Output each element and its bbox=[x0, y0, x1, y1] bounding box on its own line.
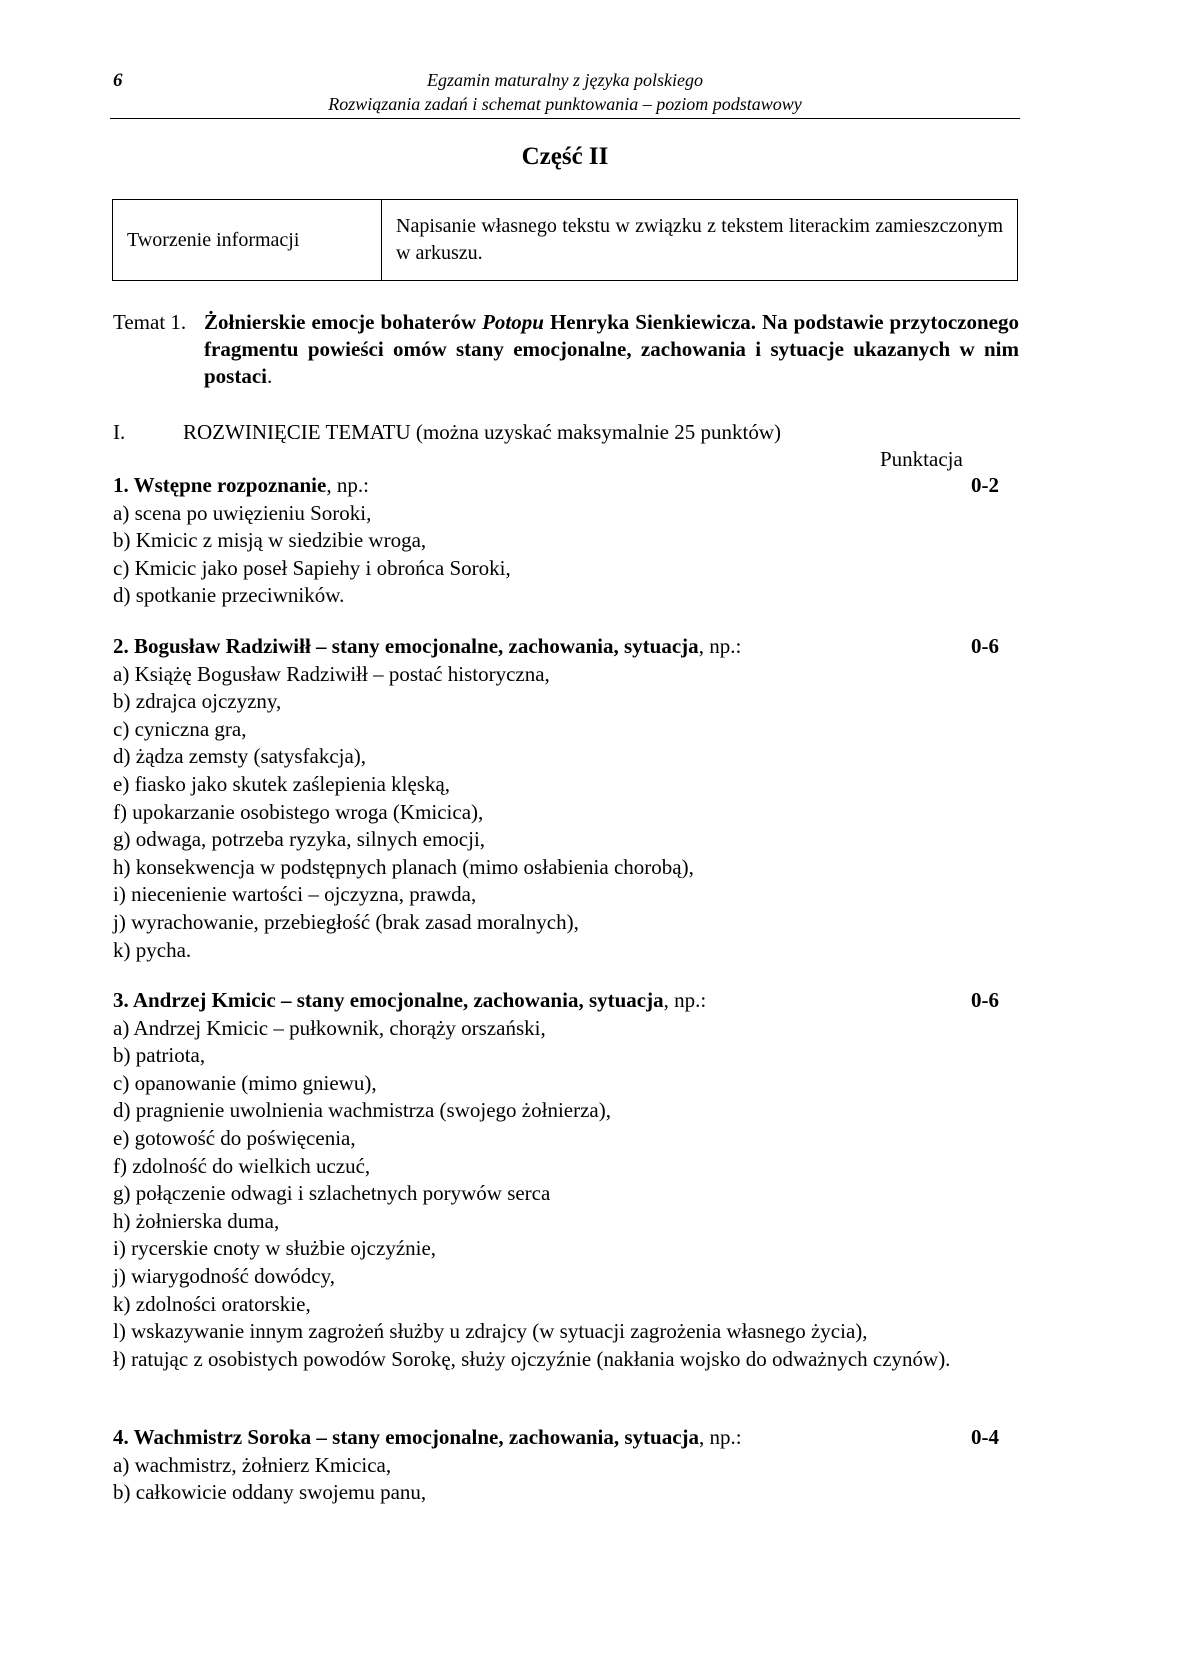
criteria-item: e) fiasko jako skutek zaślepienia klęską, bbox=[113, 771, 451, 796]
page-number: 6 bbox=[113, 70, 123, 91]
criteria-heading-bold: 3. Andrzej Kmicic – stany emocjonalne, zachowania, sytuacja bbox=[113, 988, 664, 1012]
criteria-heading-bold: 1. Wstępne rozpoznanie bbox=[113, 473, 327, 497]
criteria-item: b) patriota, bbox=[113, 1043, 206, 1068]
criteria-heading-suffix: , np.: bbox=[698, 634, 742, 658]
criteria-item: d) spotkanie przeciwników. bbox=[113, 583, 345, 608]
criteria-item: j) wyrachowanie, przebiegłość (brak zasad moralnych), bbox=[113, 909, 579, 934]
topic-text-a: Żołnierskie emocje bohaterów bbox=[204, 310, 483, 334]
criteria-item: g) odwaga, potrzeba ryzyka, silnych emocji, bbox=[113, 827, 486, 852]
criteria-group-2 bbox=[113, 633, 999, 964]
criteria-score: 0-2 bbox=[971, 473, 999, 497]
criteria-item: i) rycerskie cnoty w służbie ojczyźnie, bbox=[113, 1236, 437, 1261]
criteria-item: ł) ratując z osobistych powodów Sorokę, służy ojczyźnie (nakłania wojsko do odważnych czynów). bbox=[113, 1346, 951, 1371]
info-table-category: Tworzenie informacji bbox=[113, 200, 382, 281]
criteria-group-3 bbox=[113, 987, 999, 1373]
criteria-item: b) Kmicic z misją w siedzibie wroga, bbox=[113, 528, 427, 553]
criteria-item: b) zdrajca ojczyzny, bbox=[113, 689, 282, 714]
header-divider bbox=[110, 118, 1020, 119]
topic-text bbox=[204, 309, 1019, 390]
criteria-item: g) połączenie odwagi i szlachetnych porywów serca bbox=[113, 1181, 551, 1206]
part-title: Część II bbox=[521, 143, 609, 170]
criteria-item: h) konsekwencja w podstępnych planach (mimo osłabienia chorobą), bbox=[113, 854, 694, 879]
criteria-item: c) cyniczna gra, bbox=[113, 716, 247, 741]
section-title: ROZWINIĘCIE TEMATU (można uzyskać maksymalnie 25 punktów) bbox=[183, 420, 781, 444]
criteria-item: c) opanowanie (mimo gniewu), bbox=[113, 1070, 377, 1095]
criteria-heading-suffix: , np.: bbox=[699, 1425, 742, 1449]
criteria-item: a) wachmistrz, żołnierz Kmicica, bbox=[113, 1452, 392, 1477]
criteria-item: a) scena po uwięzieniu Soroki, bbox=[113, 500, 372, 525]
score-column-header: Punktacja bbox=[880, 447, 963, 471]
criteria-item: a) Andrzej Kmicic – pułkownik, chorąży orszański, bbox=[113, 1015, 546, 1040]
criteria-item: k) zdolności oratorskie, bbox=[113, 1291, 311, 1316]
info-table bbox=[112, 199, 1018, 281]
criteria-item: k) pycha. bbox=[113, 937, 192, 962]
criteria-score: 0-4 bbox=[971, 1425, 999, 1449]
section-number: I. bbox=[113, 420, 126, 444]
criteria-item: j) wiarygodność dowódcy, bbox=[113, 1263, 336, 1288]
criteria-item: b) całkowicie oddany swojemu panu, bbox=[113, 1480, 427, 1505]
topic-block bbox=[113, 309, 1019, 390]
header-exam-title: Egzamin maturalny z języka polskiego bbox=[427, 70, 703, 90]
criteria-score: 0-6 bbox=[971, 634, 999, 658]
criteria-item: i) niecenienie wartości – ojczyzna, prawda, bbox=[113, 882, 477, 907]
topic-label: Temat 1. bbox=[113, 310, 187, 334]
criteria-heading-bold: 4. Wachmistrz Soroka – stany emocjonalne, zachowania, sytuacja bbox=[113, 1425, 700, 1449]
criteria-item: f) upokarzanie osobistego wroga (Kmicica), bbox=[113, 799, 484, 824]
criteria-group-4 bbox=[113, 1424, 999, 1507]
info-table-description: Napisanie własnego tekstu w związku z tekstem literackim zamieszczonym w arkuszu. bbox=[382, 200, 1018, 281]
topic-book-title: Potopu bbox=[482, 310, 544, 334]
criteria-heading-suffix: , np.: bbox=[663, 988, 707, 1012]
criteria-heading bbox=[113, 633, 999, 661]
header-subtitle: Rozwiązania zadań i schemat punktowania – poziom podstawowy bbox=[328, 94, 802, 114]
criteria-heading-suffix: , np.: bbox=[326, 473, 369, 497]
criteria-item: d) żądza zemsty (satysfakcja), bbox=[113, 744, 367, 769]
topic-text-tail: . bbox=[267, 364, 273, 388]
criteria-item: a) Książę Bogusław Radziwiłł – postać historyczna, bbox=[113, 661, 550, 686]
info-table-row bbox=[113, 200, 1018, 281]
criteria-heading bbox=[113, 987, 999, 1015]
criteria-item: c) Kmicic jako poseł Sapiehy i obrońca Soroki, bbox=[113, 555, 511, 580]
criteria-item: l) wskazywanie innym zagrożeń służby u zdrajcy (w sytuacji zagrożenia własnego życia), bbox=[113, 1319, 868, 1344]
criteria-item: f) zdolność do wielkich uczuć, bbox=[113, 1153, 371, 1178]
criteria-heading bbox=[113, 472, 999, 500]
criteria-score: 0-6 bbox=[971, 988, 999, 1012]
criteria-heading bbox=[113, 1424, 999, 1452]
topic-text-b: Henryka Sienkiewicza. Na podstawie przytoczonego fragmentu powieści omów stany emocjonalne, zachowania i sytuacje ukazanych w nim postaci bbox=[204, 310, 1019, 388]
criteria-item: d) pragnienie uwolnienia wachmistrza (swojego żołnierza), bbox=[113, 1098, 611, 1123]
criteria-item: h) żołnierska duma, bbox=[113, 1208, 280, 1233]
criteria-heading-bold: 2. Bogusław Radziwiłł – stany emocjonalne, zachowania, sytuacja bbox=[113, 634, 699, 658]
criteria-group-1 bbox=[113, 472, 999, 610]
criteria-item: e) gotowość do poświęcenia, bbox=[113, 1125, 356, 1150]
